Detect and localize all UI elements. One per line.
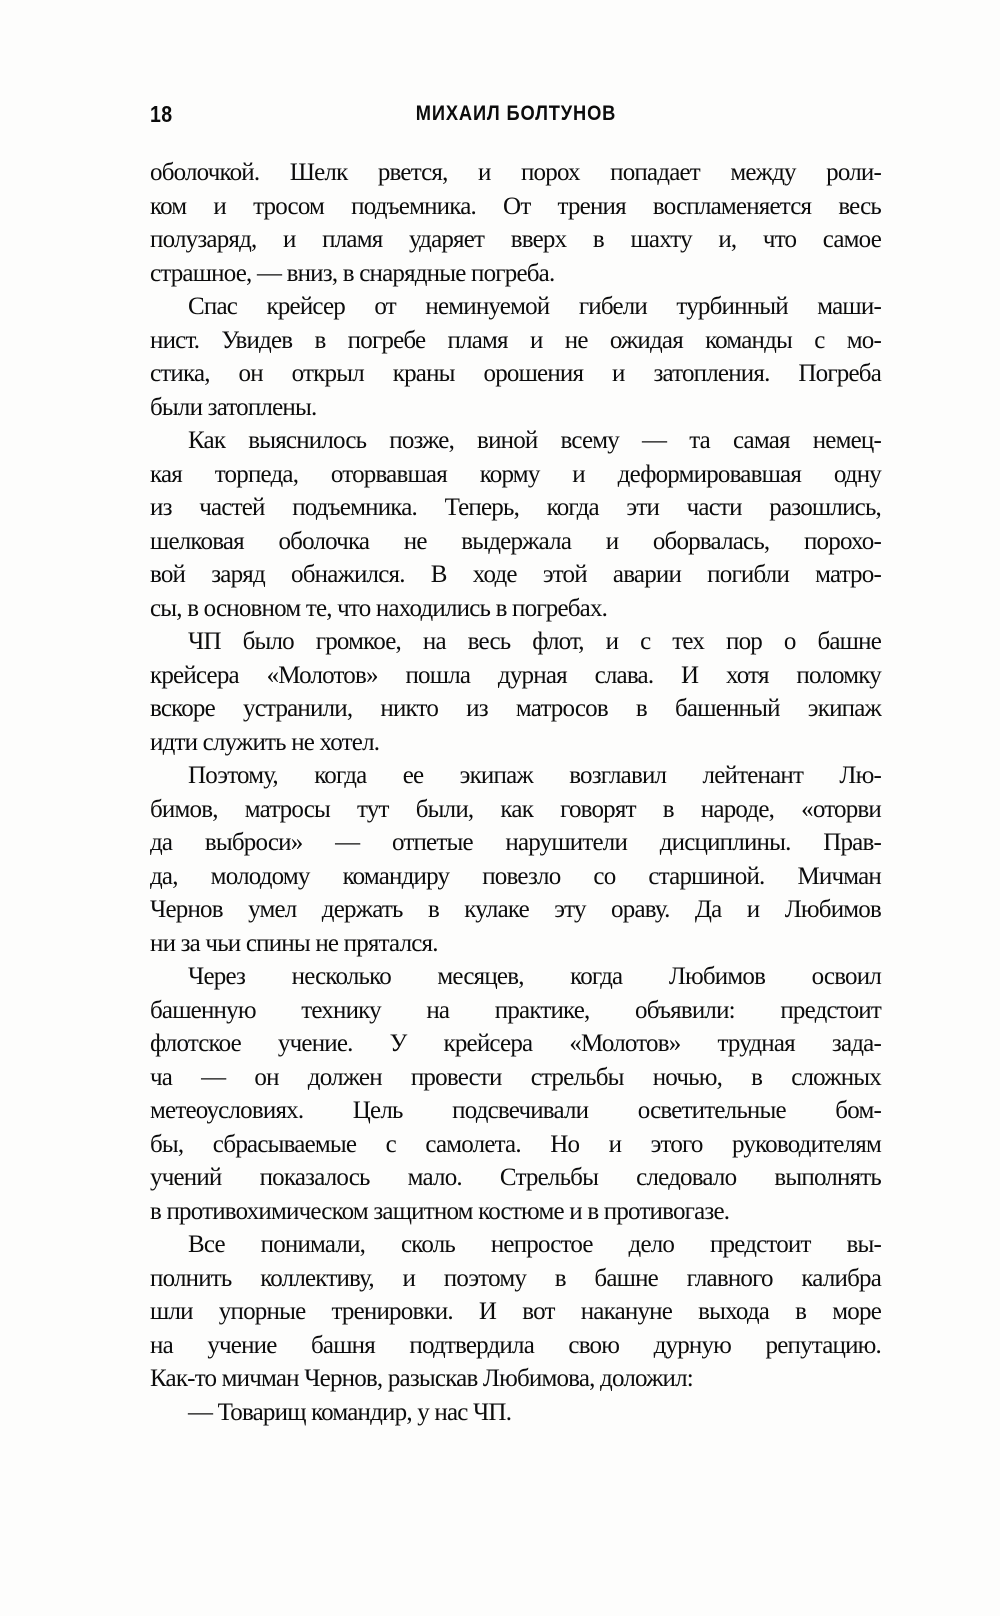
text-line: шли упорные тренировки. И вот накануне выхода в море: [150, 1298, 881, 1325]
text-line: из частей подъемника. Теперь, когда эти части разошлись,: [150, 494, 881, 521]
text-line: страшное, — вниз, в снарядные погреба.: [150, 259, 555, 287]
text-line: на учение башня подтвердила свою дурную репутацию.: [150, 1331, 881, 1359]
text-line: Спас крейсер от неминуемой гибели турбинный маши-: [188, 293, 881, 320]
paragraph: [150, 424, 881, 625]
text-line: оболочкой. Шелк рвется, и порох попадает между роли-: [150, 159, 881, 186]
text-line: сы, в основном те, что находились в погребах.: [150, 594, 608, 622]
text-line: ком и тросом подъемника. От трения воспламеняется весь: [150, 192, 881, 220]
text-line: ЧП было громкое, на весь флот, и с тех пор о башне: [188, 628, 881, 655]
paragraph: [150, 1228, 881, 1396]
text-line: стика, он открыл краны орошения и затопления. Погреба: [150, 360, 881, 387]
text-line: Чернов умел держать в кулаке эту ораву. Да и Любимов: [150, 896, 881, 923]
text-line: Все понимали, сколь непростое дело предстоит вы-: [188, 1231, 881, 1258]
text-line: крейсера «Молотов» пошла дурная слава. И хотя поломку: [150, 661, 881, 689]
text-line: Поэтому, когда ее экипаж возглавил лейтенант Лю-: [188, 762, 881, 789]
text-line: да, молодому командиру повезло со старшиной. Мичман: [150, 862, 881, 890]
text-line: нист. Увидев в погребе пламя и не ожидая команды с мо-: [150, 326, 881, 354]
paragraph: [150, 156, 881, 290]
text-line: полнить коллективу, и поэтому в башне главного калибра: [150, 1264, 881, 1292]
text-line: полузаряд, и пламя ударяет вверх в шахту и, что самое: [150, 226, 881, 253]
text-line: Как-то мичман Чернов, разыскав Любимова, доложил:: [150, 1365, 693, 1392]
body-text: [150, 156, 881, 1429]
text-line: — Товарищ командир, у нас ЧП.: [188, 1398, 512, 1426]
text-line: вой заряд обнажился. В ходе этой аварии погибли матро-: [150, 561, 881, 588]
text-line: ча — он должен провести стрельбы ночью, в сложных: [150, 1063, 881, 1091]
text-line: Через несколько месяцев, когда Любимов освоил: [188, 963, 881, 990]
paragraph: [150, 625, 881, 759]
text-line: кая торпеда, оторвавшая корму и деформировавшая одну: [150, 460, 881, 488]
text-line: ни за чьи спины не прятался.: [150, 929, 438, 957]
text-line: метеоусловиях. Цель подсвечивали осветительные бом-: [150, 1097, 881, 1124]
paragraph: [150, 1396, 881, 1430]
running-header: [150, 101, 881, 131]
text-line: флотское учение. У крейсера «Молотов» трудная зада-: [150, 1030, 881, 1057]
text-line: да выброси» — отпетые нарушители дисциплины. Прав-: [150, 829, 881, 856]
text-line: Как выяснилось позже, виной всему — та самая немец-: [188, 427, 881, 454]
text-line: шелковая оболочка не выдержала и оборвалась, порохо-: [150, 527, 881, 555]
page-number: 18: [150, 101, 173, 127]
paragraph: [150, 290, 881, 424]
text-line: бы, сбрасываемые с самолета. Но и этого руководителям: [150, 1130, 881, 1158]
text-line: башенную технику на практике, объявили: предстоит: [150, 996, 881, 1024]
text-line: в противохимическом защитном костюме и в противогазе.: [150, 1197, 730, 1225]
text-line: идти служить не хотел.: [150, 728, 380, 756]
paragraph: [150, 759, 881, 960]
text-line: вскоре устранили, никто из матросов в башенный экипаж: [150, 695, 881, 722]
text-line: учений показалось мало. Стрельбы следовало выполнять: [150, 1164, 881, 1191]
text-line: бимов, матросы тут были, как говорят в народе, «оторви: [150, 795, 881, 823]
text-line: были затоплены.: [150, 393, 317, 421]
paragraph: [150, 960, 881, 1228]
running-head-author: МИХАИЛ БОЛТУНОВ: [415, 101, 616, 125]
